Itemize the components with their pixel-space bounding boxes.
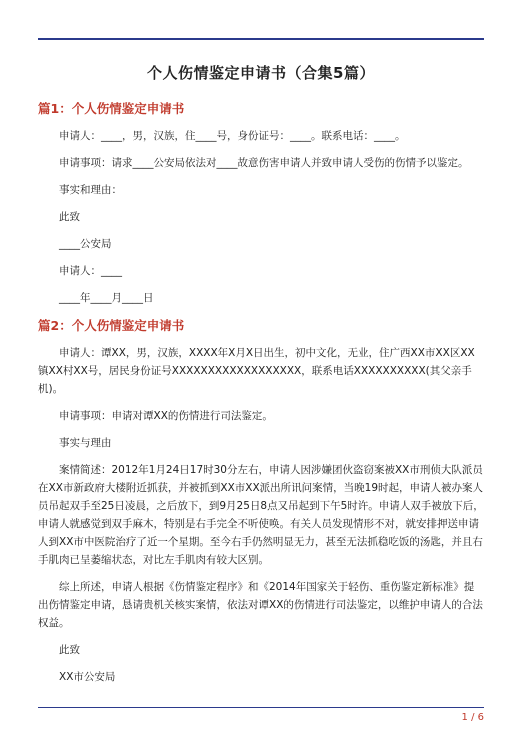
paragraph: 申请人：谭XX，男，汉族，XXXX年X月X日出生，初中文化，无业，住广西XX市XX区XX镇XX村XX号，居民身份证号XXXXXXXXXXXXXXXXXX，联系电话XXXXXXXXXX(其父亲手机)。: [38, 347, 475, 395]
document-title: 个人伤情鉴定申请书（合集5篇）: [147, 64, 375, 82]
page-number: 1 / 6: [461, 712, 484, 723]
paragraph: 申请事项：申请对谭XX的伤情进行司法鉴定。: [59, 410, 273, 422]
paragraph: 事实与理由: [59, 437, 112, 449]
paragraph: 申请人：____，男，汉族，住____号，身份证号：____。联系电话：____。: [59, 130, 406, 142]
section-heading-1: 篇1：个人伤情鉴定申请书: [38, 101, 185, 116]
paragraph: 申请事项：请求____公安局依法对____故意伤害申请人并致申请人受伤的伤情予以鉴定。: [59, 157, 469, 169]
document-body: [38, 62, 484, 695]
footer-rule: [38, 707, 484, 708]
paragraph: 案情简述：2012年1月24日17时30分左右，申请人因涉嫌团伙盗窃案被XX市刑侦大队派员在XX市新政府大楼附近抓获，并被抓到XX市XX派出所讯问案情，当晚19时起，申请人被办案人员吊起双手至25日凌晨，之后放下，到9月25日8点又吊起到下午5时许。申请人双手被放下后，申请人就感觉到双手麻木，特别是右手完全不听使唤。有关人员发现情形不对，就安排押送申请人到XX市中医院治疗了近一个星期。至今右手仍然明显无力，甚至无法抓稳吃饭的汤匙，并且右手肌肉已呈萎缩状态，对比左手肌肉有较大区别。: [38, 464, 484, 566]
paragraph: 事实和理由：: [59, 184, 122, 196]
paragraph: 综上所述，申请人根据《伤情鉴定程序》和《2014年国家关于轻伤、重伤鉴定新标准》提出伤情鉴定申请，恳请贵机关核实案情，依法对谭XX的伤情进行司法鉴定，以维护申请人的合法权益。: [38, 581, 483, 629]
section-heading-2: 篇2：个人伤情鉴定申请书: [38, 318, 185, 333]
header-rule: [38, 38, 484, 40]
paragraph: ____年____月____日: [59, 292, 154, 304]
paragraph: 此致: [59, 644, 80, 656]
paragraph: 申请人：____: [59, 265, 122, 277]
paragraph: 此致: [59, 211, 80, 223]
paragraph: XX市公安局: [59, 671, 116, 683]
paragraph: ____公安局: [59, 238, 112, 250]
